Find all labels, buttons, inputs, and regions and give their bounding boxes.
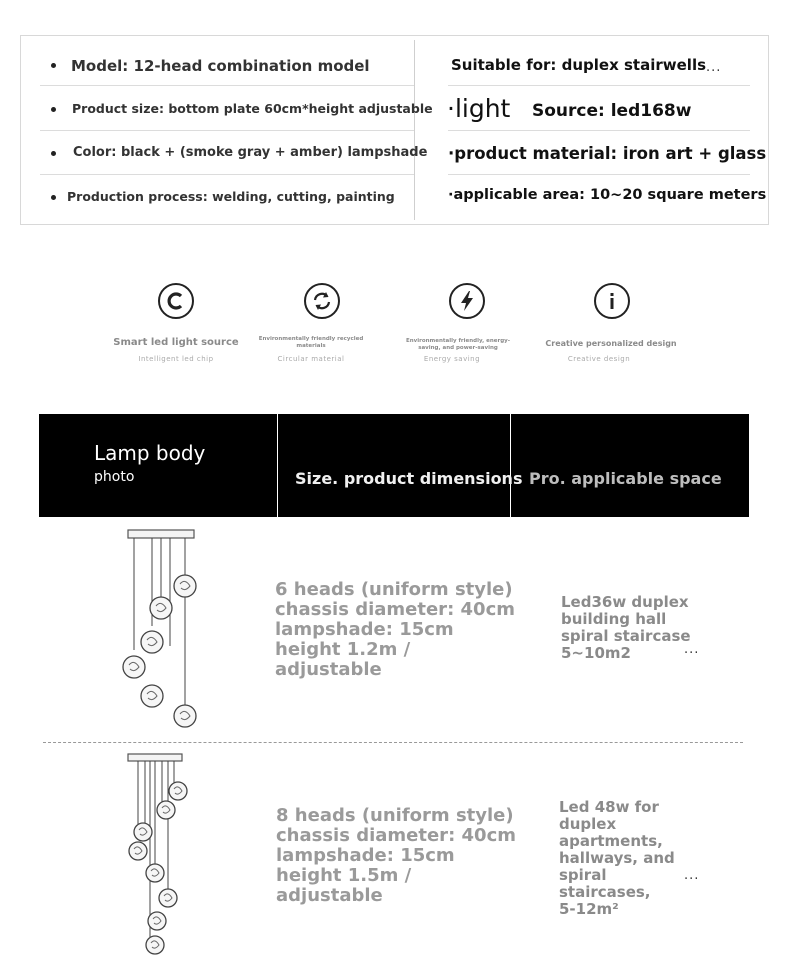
recycle-icon xyxy=(304,283,340,319)
spec-size: Product size: bottom plate 60cm*height adjustable xyxy=(72,101,433,116)
spec-row-divider xyxy=(448,85,750,86)
table-header-band xyxy=(39,414,749,517)
spec-area: ·applicable area: 10~20 square meters xyxy=(448,187,767,203)
spec-light-source: Source: led168w xyxy=(532,101,692,121)
bullet-icon xyxy=(51,107,56,112)
c-icon xyxy=(158,283,194,319)
feature-title: Environmentally friendly, energy-saving, and power-saving xyxy=(405,338,511,351)
feature-subtitle: Creative design xyxy=(567,355,631,363)
header-separator xyxy=(510,414,511,517)
product-size-6-heads: 6 heads (uniform style) chassis diameter: 40cm lampshade: 15cm height 1.2m / adjustable xyxy=(275,579,516,680)
spec-material: ·product material: iron art + glass xyxy=(448,144,767,163)
spec-row-divider xyxy=(448,174,750,175)
header-photo: photo xyxy=(94,469,135,485)
product-space-8-heads: Led 48w for duplex apartments, hallways, and spiral staircases, 5-12m² xyxy=(559,798,675,918)
feature-subtitle: Intelligent led chip xyxy=(138,355,214,363)
lamp-photo-8-heads xyxy=(110,752,210,962)
product-size-8-heads: 8 heads (uniform style) chassis diameter: 40cm lampshade: 15cm height 1.5m / adjustable xyxy=(276,805,517,906)
bullet-icon xyxy=(51,63,56,68)
product-space-6-heads: Led36w duplex building hall spiral staircase 5~10m2 xyxy=(561,593,691,662)
spec-model: Model: 12-head combination model xyxy=(71,57,370,75)
bullet-icon xyxy=(51,195,56,200)
ellipsis: ... xyxy=(706,60,722,75)
lightning-icon xyxy=(449,283,485,319)
spec-row-divider xyxy=(40,174,414,175)
bullet-icon xyxy=(51,151,56,156)
feature-subtitle: Circular material xyxy=(277,355,345,363)
product-divider xyxy=(43,742,743,743)
spec-color: Color: black + (smoke gray + amber) lampshade xyxy=(73,145,428,160)
ellipsis: ... xyxy=(684,642,700,657)
feature-title: Environmentally friendly recycled materials xyxy=(258,336,364,349)
header-separator xyxy=(277,414,278,517)
feature-title: Creative personalized design xyxy=(545,339,677,348)
spec-row-divider xyxy=(40,130,414,131)
spec-row-divider xyxy=(40,85,414,86)
spec-divider xyxy=(414,40,415,220)
header-space: Pro. applicable space xyxy=(529,469,722,488)
spec-row-divider xyxy=(448,130,750,131)
feature-subtitle: Energy saving xyxy=(423,355,481,363)
feature-title: Smart led light source xyxy=(113,337,239,348)
spec-light-label: ·light xyxy=(447,94,511,123)
ellipsis: ... xyxy=(684,868,700,883)
info-icon xyxy=(594,283,630,319)
header-size: Size. product dimensions xyxy=(295,469,523,488)
header-lamp-body: Lamp body xyxy=(94,441,206,465)
spec-suitable: Suitable for: duplex stairwells xyxy=(451,56,707,74)
lamp-photo-6-heads xyxy=(110,526,210,736)
spec-process: Production process: welding, cutting, painting xyxy=(67,189,395,204)
